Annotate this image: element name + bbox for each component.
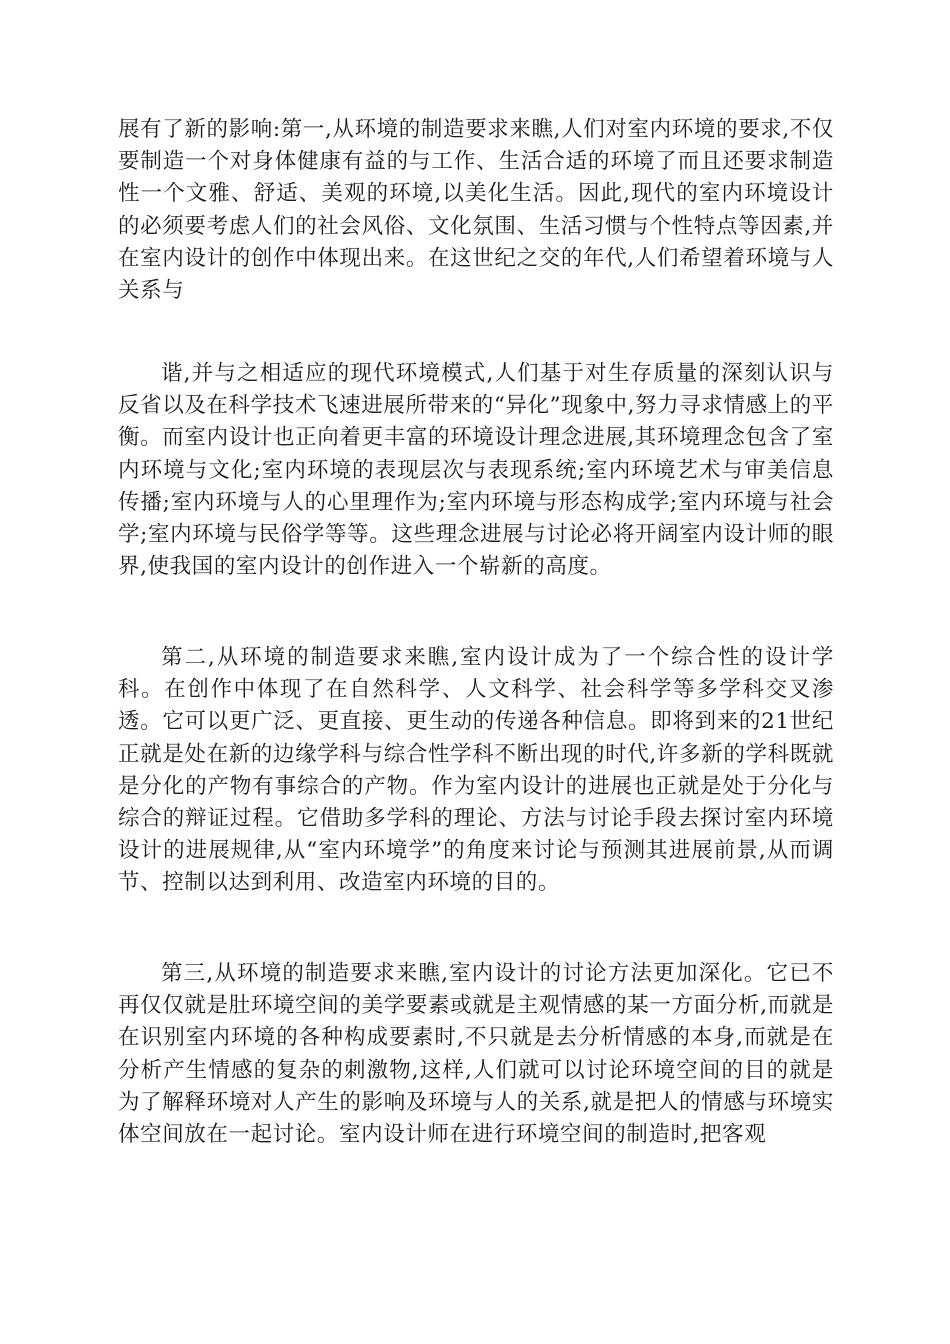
- paragraph-continuation: 展有了新的影响:第一,从环境的制造要求来瞧,人们对室内环境的要求,不仅要制造一个对身体健康有益的与工作、生活合适的环境了而且还要求制造性一个文雅、舒适、美观的环境,以美化生活。因此,现代的室内环境设计的必须要考虑人们的社会风俗、文化氛围、生活习惯与个性特点等因素,并在室内设计的创作中体现出来。在这世纪之交的年代,人们希望着环境与人关系与: [118, 117, 834, 304]
- paragraph-third-point: 第三,从环境的制造要求来瞧,室内设计的讨论方法更加深化。它已不再仅仅就是肚环境空间的美学要素或就是主观情感的某一方面分析,而就是在识别室内环境的各种构成要素时,不只就是去分析情感的本身,而就是在分析产生情感的复杂的刺激物,这样,人们就可以讨论环境空间的目的就是为了解释环境对人产生的影响及环境与人的关系,就是把人的情感与环境实体空间放在一起讨论。室内设计师在进行环境空间的制造时,把客观: [118, 961, 834, 1148]
- paragraph-second-point: 第二,从环境的制造要求来瞧,室内设计成为了一个综合性的设计学科。在创作中体现了在自然科学、人文科学、社会科学等多学科交叉渗透。它可以更广泛、更直接、更生动的传递各种信息。即将到来的21世纪正就是处在新的边缘学科与综合性学科不断出现的时代,许多新的学科既就是分化的产物有事综合的产物。作为室内设计的进展也正就是处于分化与综合的辩证过程。它借助多学科的理论、方法与讨论手段去探讨室内环境设计的进展规律,从“室内环境学”的角度来讨论与预测其进展前景,从而调节、控制以达到利用、改造室内环境的目的。: [118, 645, 834, 896]
- paragraph-harmony: 谐,并与之相适应的现代环境模式,人们基于对生存质量的深刻认识与反省以及在科学技术飞速进展所带来的“异化”现象中,努力寻求情感上的平衡。而室内设计也正向着更丰富的环境设计理念进展,其环境理念包含了室内环境与文化;室内环境的表现层次与表现系统;室内环境艺术与审美信息传播;室内环境与人的心里理作为;室内环境与形态构成学;室内环境与社会学;室内环境与民俗学等等。这些理念进展与讨论必将开阔室内设计师的眼界,使我国的室内设计的创作进入一个崭新的高度。: [118, 361, 834, 580]
